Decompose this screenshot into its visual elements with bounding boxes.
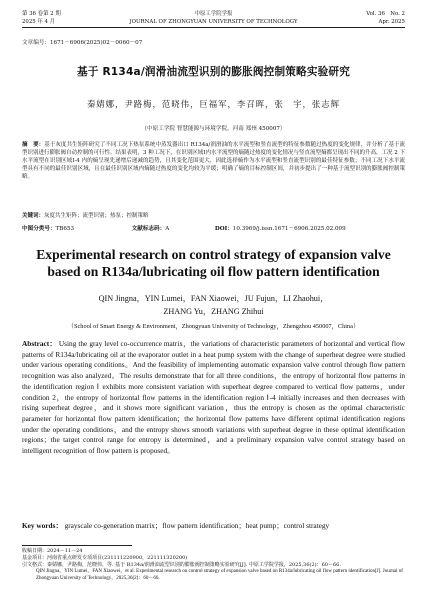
doi-value: 10.3969/j.issn.1671－6906.2025.02.009 [232, 226, 346, 232]
footnote-rule [22, 545, 132, 546]
abstract-en [22, 339, 405, 457]
fund-project: 基金项目：河南省重点研发专项项目(231111220900，221111320200) [22, 554, 188, 561]
abstract-cn-text: 基于灰度共生矩阵研究了不同工况下热泵系统中蒸发器出口 R134a/润滑油的水平流型和竖直流型的特征参数随过热度的变化规律，并分析了基于流型识别进行膨胀阀自动控制的可行性。结果表明，3 种工况下，在识别区域Ⅰ内水平流型的熵随过热度的变化情况与竖直流型熵都呈现出不同的升高，工况 2 下水平流型在识别区域Ⅰ-4 内的熵呈现先递增后递减的趋势，且其变化范围更大，因此选择熵作为水平流型和竖直流型识别的最佳特征参数；不同工况下水平流型具有不同的最佳识别区域，且在最佳识别区域内熵随过热度的变化均较为平缓；明确了熵的目标控制区间，并初步提出了一种基于流型识别的膨胀阀控制策略。 [22, 142, 405, 180]
received-date: 收稿日期：2024－11－24 [22, 548, 83, 554]
keywords-cn-text: 灰度共生矩阵；流型识别；热泵；控制策略 [44, 213, 149, 219]
header-rule [22, 27, 405, 28]
authors-cn: 秦婧娜，尹路梅，范晓伟，巨福军，李召晖，张 宇，张志辉 [86, 99, 341, 109]
article-number: 文章编号：1671－6906(2025)02－0060－07 [22, 40, 143, 46]
citation-en: QIN Jingna，YIN Lumei，FAN Xiaowei，et al. Experimental research on control strategy of expansion valve based on R134a/lubricating oil flow pattern identification[J]. Journal of Zhongyuan University of Technology，2025,36(2)：60－66. [36, 568, 403, 581]
publication-date: 2025 年 4 月 [22, 19, 56, 25]
abstract-cn [22, 141, 405, 181]
abstract-cn-label: 摘 要： [22, 142, 45, 148]
title-en: Experimental research on control strategy of expansion valve based on R134a/lubricating oil flow pattern identification [36, 247, 391, 279]
authors-en-line1: QIN Jingna，YIN Lumei，FAN Xiaowei，JU Fujun，LI Zhaohui， [98, 294, 329, 303]
clc-label: 中图分类号： [22, 226, 56, 232]
affiliation-cn: （中原工学院 智慧能源与环境学院，河南 郑州 450007） [141, 126, 286, 132]
citation-cn: 引文格式：秦婧娜，尹路梅，范晓伟，等. 基于 R134a/润滑油流型识别的膨胀阀控制策略实验研究[J]. 中原工学院学报，2025,36(2)：60－66. [22, 561, 341, 568]
clc-value: TB653 [55, 226, 75, 232]
authors-en-line2: ZHANG Yu，ZHANG Zhihui [163, 307, 264, 316]
abstract-en-label: Abstract： [22, 339, 57, 348]
abstract-en-text: Using the gray level co-occurrence matrix，the variations of characteristic parameters of horizontal and vertical flow patterns of R134a/lubricating oil at the evaporator outlet in a heat pump system with the change of superheat degree were studied under various operating conditions。And the feasibility of implementing automatic expansion valve control through flow pattern recognition was also analyzed。The results demonstrate that for all three conditions，the entropy of horizontal flow patterns in the identification region Ⅰ exhibits more consistent variation with superheat degree compared to vertical flow patterns，under condition 2，the entropy of horizontal flow patterns in the identification region Ⅰ-4 initially increases and then decreases with rising superheat degree，and it shows more significant variation，thus the entropy is chosen as the optimal characteristic parameter for horizontal flow pattern identification；the horizontal flow patterns have different optimal identification regions under the operating conditions，and the entropy shows smooth variations with superheat degree in these optimal identification regions；the target control range for entropy is determined，and a preliminary expansion valve control strategy based on intelligent recognition of flow pattern is proposed。 [22, 339, 405, 456]
keywords-en [22, 521, 405, 532]
keywords-en-label: Key words： [22, 521, 63, 530]
doc-code-label: 文献标志码： [131, 226, 166, 232]
keywords-cn-label: 关键词： [22, 213, 45, 219]
title-cn: 基于 R134a/润滑油流型识别的膨胀阀控制策略实验研究 [76, 66, 351, 78]
volume-issue: 第 36 卷第 2 期 [22, 11, 61, 17]
keywords-cn [22, 212, 405, 220]
doc-code-value: A [165, 226, 170, 232]
affiliation-en: （School of Smart Energy & Environment，Zhongyuan University of Technology，Zhengzhou 450007，China） [67, 323, 360, 330]
footnotes [22, 548, 405, 583]
classification-line [22, 224, 346, 232]
doi-label: DOI： [214, 226, 233, 232]
journal-name-cn: 中原工学院学报 [194, 11, 233, 17]
publication-date-en: Apr. 2025 [378, 19, 405, 25]
keywords-en-text: grayscale co-generation matrix；flow pattern identification；heat pump；control strategy [64, 521, 330, 530]
volume-issue-en: Vol. 36 No. 2 [366, 11, 405, 17]
journal-name-en: JOURNAL OF ZHONGYUAN UNIVERSITY OF TECHNOLOGY [129, 19, 298, 25]
